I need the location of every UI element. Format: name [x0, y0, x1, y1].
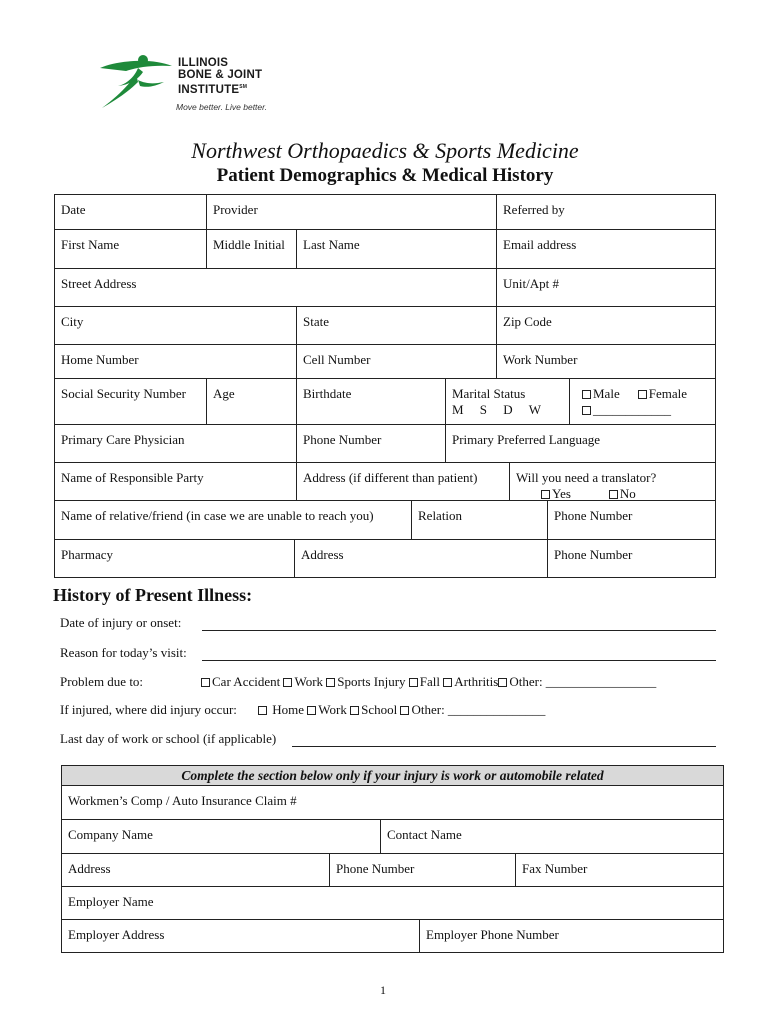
responsible-party-field[interactable]	[54, 462, 297, 501]
company-phone-label: Phone Number	[336, 861, 415, 876]
car-accident-label: Car Accident	[212, 674, 281, 689]
contact-name-label: Contact Name	[387, 827, 462, 842]
female-checkbox[interactable]	[638, 390, 647, 399]
pharmacy-phone-field[interactable]	[547, 539, 716, 578]
last-day-line[interactable]	[292, 746, 716, 747]
car-accident-checkbox[interactable]	[201, 678, 210, 687]
last-name-label: Last Name	[303, 237, 360, 252]
other-location-checkbox[interactable]	[400, 706, 409, 715]
pharmacy-phone-label: Phone Number	[554, 547, 633, 562]
relation-field[interactable]	[411, 500, 548, 540]
company-address-field[interactable]	[61, 853, 330, 887]
cell-number-label: Cell Number	[303, 352, 371, 367]
work-auto-banner: Complete the section below only if your injury is work or automobile related	[61, 765, 724, 786]
unit-label: Unit/Apt #	[503, 276, 559, 291]
employer-phone-field[interactable]	[419, 919, 724, 953]
practice-name: Northwest Orthopaedics & Sports Medicine	[191, 138, 579, 163]
language-label: Primary Preferred Language	[452, 432, 600, 447]
logo-tm: SM	[239, 84, 248, 90]
logo-text	[178, 57, 262, 96]
translator-label: Will you need a translator?	[516, 470, 657, 485]
company-name-label: Company Name	[68, 827, 153, 842]
state-field[interactable]	[296, 306, 497, 345]
email-field[interactable]	[496, 229, 716, 269]
cell-number-field[interactable]	[296, 344, 497, 379]
unit-field[interactable]	[496, 268, 716, 307]
arthritis-checkbox[interactable]	[443, 678, 452, 687]
referred-by-field[interactable]	[496, 194, 716, 230]
street-address-field[interactable]	[54, 268, 497, 307]
referred-by-label: Referred by	[503, 202, 565, 217]
pharmacy-label: Pharmacy	[61, 547, 113, 562]
reason-line[interactable]	[202, 660, 716, 661]
problem-options	[201, 674, 656, 690]
page-number: 1	[380, 983, 386, 997]
employer-name-field[interactable]	[61, 886, 724, 920]
age-field[interactable]	[206, 378, 297, 425]
sports-injury-checkbox[interactable]	[326, 678, 335, 687]
translator-no-checkbox[interactable]	[609, 490, 618, 499]
pcp-field[interactable]	[54, 424, 297, 463]
state-label: State	[303, 314, 329, 329]
first-name-label: First Name	[61, 237, 120, 252]
female-label: Female	[648, 386, 687, 401]
alt-address-field[interactable]	[296, 462, 510, 501]
birthdate-field[interactable]	[296, 378, 446, 425]
translator-field[interactable]	[509, 462, 716, 501]
birthdate-label: Birthdate	[303, 386, 352, 401]
sex-field[interactable]	[569, 378, 716, 425]
ssn-label: Social Security Number	[61, 386, 186, 401]
other-cause-label: Other: _________________	[509, 674, 657, 689]
relative-phone-field[interactable]	[547, 500, 716, 540]
male-checkbox[interactable]	[582, 390, 591, 399]
pharmacy-address-label: Address	[301, 547, 344, 562]
pcp-phone-field[interactable]	[296, 424, 446, 463]
pcp-phone-label: Phone Number	[303, 432, 382, 447]
marital-status-field[interactable]	[445, 378, 570, 425]
logo-line-3: INSTITUTE℠	[178, 83, 248, 96]
work-location-checkbox[interactable]	[307, 706, 316, 715]
where-label: If injured, where did injury occur:	[60, 702, 237, 717]
language-field[interactable]	[445, 424, 716, 463]
employer-address-label: Employer Address	[68, 927, 165, 942]
zip-label: Zip Code	[503, 314, 552, 329]
relative-phone-label: Phone Number	[554, 508, 633, 523]
relative-name-label: Name of relative/friend (in case we are unable to reach you)	[61, 508, 374, 523]
city-field[interactable]	[54, 306, 297, 345]
zip-field[interactable]	[496, 306, 716, 345]
employer-name-label: Employer Name	[68, 894, 154, 909]
work-cause-checkbox[interactable]	[283, 678, 292, 687]
first-name-field[interactable]	[54, 229, 207, 269]
last-day-label: Last day of work or school (if applicable)	[60, 731, 277, 746]
translator-no-label: No	[619, 486, 636, 501]
pharmacy-address-field[interactable]	[294, 539, 548, 578]
relative-name-field[interactable]	[54, 500, 412, 540]
middle-initial-field[interactable]	[206, 229, 297, 269]
claim-field[interactable]	[61, 785, 724, 820]
logo-line-1: ILLINOIS	[178, 57, 229, 69]
arthritis-label: Arthritis	[454, 674, 499, 689]
employer-address-field[interactable]	[61, 919, 420, 953]
sports-injury-label: Sports Injury	[337, 674, 406, 689]
home-number-field[interactable]	[54, 344, 297, 379]
provider-field[interactable]	[206, 194, 497, 230]
translator-yes-label: Yes	[552, 486, 571, 501]
company-address-label: Address	[68, 861, 111, 876]
company-phone-field[interactable]	[329, 853, 516, 887]
age-label: Age	[213, 386, 235, 401]
work-cause-label: Work	[294, 674, 324, 689]
home-location-checkbox[interactable]	[258, 706, 267, 715]
male-label: Male	[593, 386, 620, 401]
other-location-label: Other: _______________	[411, 702, 546, 717]
fall-checkbox[interactable]	[409, 678, 418, 687]
responsible-party-label: Name of Responsible Party	[61, 470, 204, 485]
school-location-checkbox[interactable]	[350, 706, 359, 715]
onset-label: Date of injury or onset:	[60, 615, 182, 630]
marital-status-label: Marital Status	[452, 386, 526, 401]
home-location-label: Home	[272, 702, 305, 717]
claim-label: Workmen’s Comp / Auto Insurance Claim #	[68, 793, 297, 808]
school-location-label: School	[361, 702, 398, 717]
onset-line[interactable]	[202, 630, 716, 631]
form-title: Patient Demographics & Medical History	[216, 165, 554, 186]
logo-line-2: BONE & JOINT	[178, 69, 263, 81]
relation-label: Relation	[418, 508, 463, 523]
ssn-field[interactable]	[54, 378, 207, 425]
reason-label: Reason for today’s visit:	[60, 645, 187, 660]
pharmacy-field[interactable]	[54, 539, 295, 578]
hpi-heading: History of Present Illness:	[53, 585, 253, 605]
fall-label: Fall	[419, 674, 441, 689]
where-options	[258, 702, 545, 718]
translator-yes-checkbox[interactable]	[541, 490, 550, 499]
company-fax-label: Fax Number	[522, 861, 588, 876]
city-label: City	[61, 314, 84, 329]
marital-status-options[interactable]: M S D W	[452, 402, 541, 417]
middle-initial-label: Middle Initial	[213, 237, 285, 252]
company-fax-field[interactable]	[515, 853, 724, 887]
pcp-label: Primary Care Physician	[61, 432, 185, 447]
contact-name-field[interactable]	[380, 819, 724, 854]
email-label: Email address	[503, 237, 577, 252]
employer-phone-label: Employer Phone Number	[426, 927, 559, 942]
work-location-label: Work	[318, 702, 347, 717]
other-cause-checkbox[interactable]	[498, 678, 507, 687]
home-number-label: Home Number	[61, 352, 139, 367]
logo-tagline: Move better. Live better.	[176, 102, 268, 112]
company-name-field[interactable]	[61, 819, 381, 854]
alt-address-label: Address (if different than patient)	[303, 470, 478, 485]
other-sex-checkbox[interactable]	[582, 406, 591, 415]
street-address-label: Street Address	[61, 276, 137, 291]
date-field[interactable]	[54, 194, 207, 230]
provider-label: Provider	[213, 202, 258, 217]
work-number-label: Work Number	[503, 352, 578, 367]
other-sex-blank[interactable]: ____________	[593, 402, 671, 417]
logo-figure-icon	[98, 52, 176, 110]
work-number-field[interactable]	[496, 344, 716, 379]
date-label: Date	[61, 202, 86, 217]
last-name-field[interactable]	[296, 229, 497, 269]
problem-label: Problem due to:	[60, 674, 144, 689]
